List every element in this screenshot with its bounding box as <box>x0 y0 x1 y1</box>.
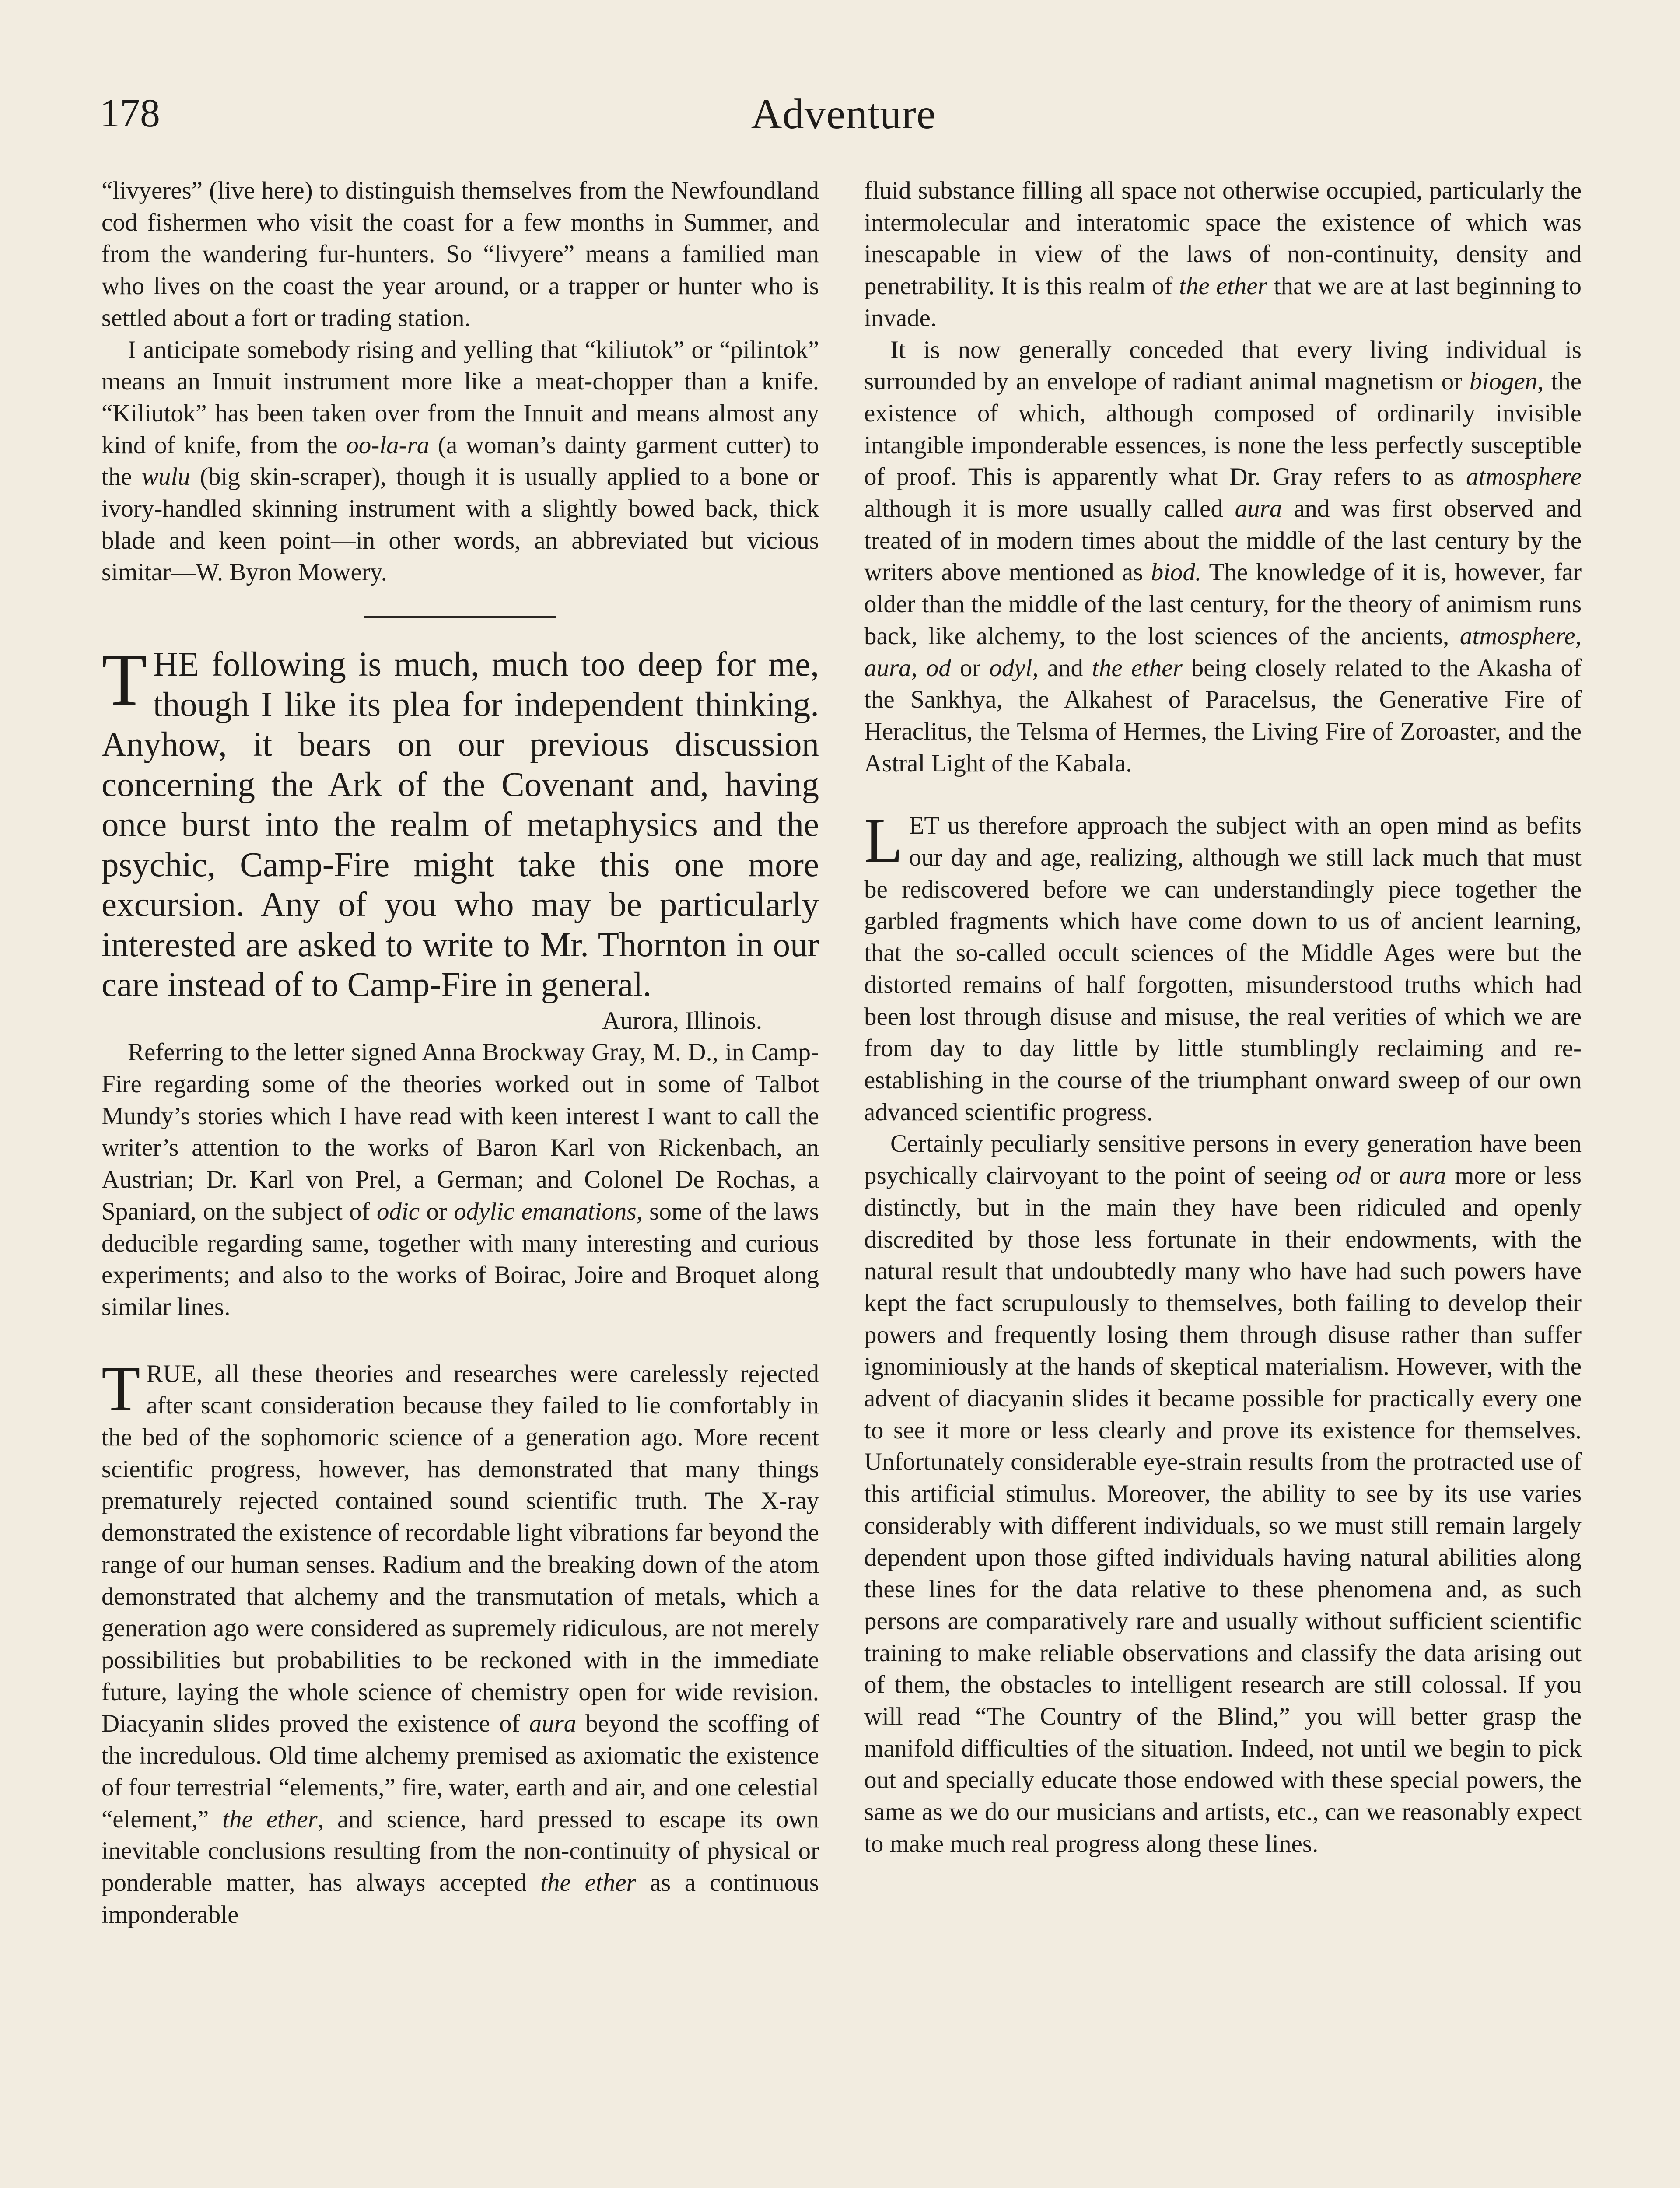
paragraph-referring: Referring to the letter signed Anna Brockway Gray, M. D., in Camp-Fire regarding some of the theories worked out in some of Talbot Mundy’s stories which I have read with keen interest I want to call the writer’s attention to the works of Baron Karl von Rickenbach, an Austrian; Dr. Karl von Prel, a German; and Colonel De Rochas, a Spaniard, on the subject of odic or odylic emanations, some of the laws deducible regarding same, together with many interesting and curious experiments; and also to the works of Boirac, Joire and Broquet along similar lines. <box>102 1038 819 1321</box>
section-gap <box>102 1323 819 1358</box>
dateline: Aurora, Illinois. <box>602 1006 762 1034</box>
editor-intro: THE following is much, much too deep for me, though I like its plea for independent thinking. Anyhow, it bears on our previous discussion concerning the Ark of the Covenant and, having once burst into the realm of metaphysics and the psychic, Camp-Fire might take this one more excursion. Any of you who may be particularly interested are asked to write to Mr. Thornton in our care instead of to Camp-Fire in general. <box>102 638 819 1004</box>
paragraph-kiliutok: I anticipate somebody rising and yelling that “kiliutok” or “pilintok” means an Innuit instrument more like a meat-chopper than a knife. “Kiliutok” has been taken over from the Innuit and means almost any kind of knife, from the oo-la-ra (a woman’s dainty garment cutter) to the wulu (big skin-scraper), though it is usually applied to a bone or ivory-handled skinning instrument with a slightly bowed back, thick blade and keen point—in other words, an abbreviated but vicious simitar—W. Byron Mowery. <box>102 336 819 586</box>
section-divider <box>364 616 556 618</box>
paragraph-livyeres: “livyeres” (live here) to distinguish themselves from the Newfoundland cod fishermen who visit the coast for a few months in Summer, and from the wandering fur-hunters. So “livyere” means a familied man who lives on the coast the year around, or a trapper or hunter who is settled about a fort or trading station. <box>102 177 819 332</box>
drop-cap: T <box>102 1353 140 1424</box>
paragraph-fluid: fluid substance filling all space not otherwise occupied, particularly the intermolecular and interatomic space the existence of which was inescapable in view of the laws of non-continuity, density and penetrability. It is this realm of the ether that we are at last beginning to invade. <box>864 177 1582 332</box>
drop-cap: L <box>864 806 903 876</box>
paragraph-conceded: It is now generally conceded that every living individual is surrounded by an envelope of radiant animal magnetism or biogen, the existence of which, although composed of ordinarily invisible intangible imponderable essences, is none the less perfectly susceptible of proof. This is apparently what Dr. Gray refers to as atmosphere although it is more usually called aura and was first observed and treated of in modern times about the middle of the last century by the writers above mentioned as biod. The knowledge of it is, however, far older than the middle of the last century, for the theory of animism runs back, like alchemy, to the lost sciences of the ancients, atmosphere, aura, od or odyl, and the ether being closely related to the Akasha of the Sankhya, the Alkahest of Paracelsus, the Generative Fire of Heraclitus, the Telsma of Hermes, the Living Fire of Zoroaster, and the Astral Light of the Kabala. <box>864 336 1582 777</box>
paragraph-certainly: Certainly peculiarly sensitive persons in every generation have been psychically clairvoyant to the point of seeing od or aura more or less distinctly, but in the main they have been ridiculed and openly discredited by those less fortunate in their endowments, with the natural result that undoubtedly many who have had such powers have kept the fact scrupulously to themselves, both failing to develop their powers and frequently losing them through disuse rather than suffer ignominiously at the hands of skeptical materialism. However, with the advent of diacyanin slides it became possible for practically every one to see it more or less clearly and prove its existence for themselves. Unfortunately considerable eye-strain results from the protracted use of this artificial stimulus. Moreover, the ability to see by its use varies considerably with different individuals, so we must still remain largely dependent upon those gifted individuals having natural abilities along these lines for the data relative to these phenomena and, as such persons are comparatively rare and usually without sufficient scientific training to make reliable observations and classify the data arising out of them, the obstacles to intelligent research are still colossal. If you will read “The Country of the Blind,” you will better grasp the manifold difficulties of the situation. Indeed, not until we begin to pick out and specially educate those endowed with these special powers, the same as we do our musicians and artists, etc., can we reasonably expect to make much real progress along these lines. <box>864 1130 1582 1858</box>
paragraph-true: TRUE, all these theories and researches were carelessly rejected after scant consideration because they failed to lie comfortably in the bed of the sophomoric science of a generation ago. More recent scientific progress, however, has demonstrated that many things prematurely rejected contained sound scientific truth. The X-ray demonstrated the existence of recordable light vibrations far beyond the range of our human senses. Radium and the breaking down of the atom demonstrated that alchemy and the transmutation of metals, which a generation ago were considered as supremely ridiculous, are not merely possibilities but probabilities to be reckoned with in the immediate future, laying the whole science of chemistry open for wide revision. Diacyanin slides proved the existence of aura beyond the scoffing of the incredulous. Old time alchemy premised as axiomatic the existence of four terrestrial “elements,” fire, water, earth and air, and one celestial “element,” the ether, and science, hard pressed to escape its own inevitable conclusions resulting from the non-continuity of physical or ponderable matter, has always accepted the ether as a continuous imponderable <box>102 1353 819 1929</box>
running-head: Adventure <box>751 91 936 138</box>
page-number: 178 <box>100 91 160 135</box>
page-header <box>100 90 1587 147</box>
left-column <box>102 175 819 1931</box>
section-gap <box>864 779 1582 810</box>
drop-cap: T <box>102 638 147 721</box>
right-column <box>864 175 1582 1860</box>
paragraph-let-us: LET us therefore approach the subject with an open mind as befits our day and age, realizing, although we still lack much that must be rediscovered before we can understandingly piece together the garbled fragments which have come down to us of ancient learning, that the so-called occult sciences of the Middle Ages were but the distorted remains of half forgotten, misunderstood truths which had been lost through disuse and misuse, the real verities of which we are from day to day little by little stumblingly reclaiming and re-establishing in the course of the triumphant onward sweep of our own advanced scientific progress. <box>864 806 1582 1126</box>
